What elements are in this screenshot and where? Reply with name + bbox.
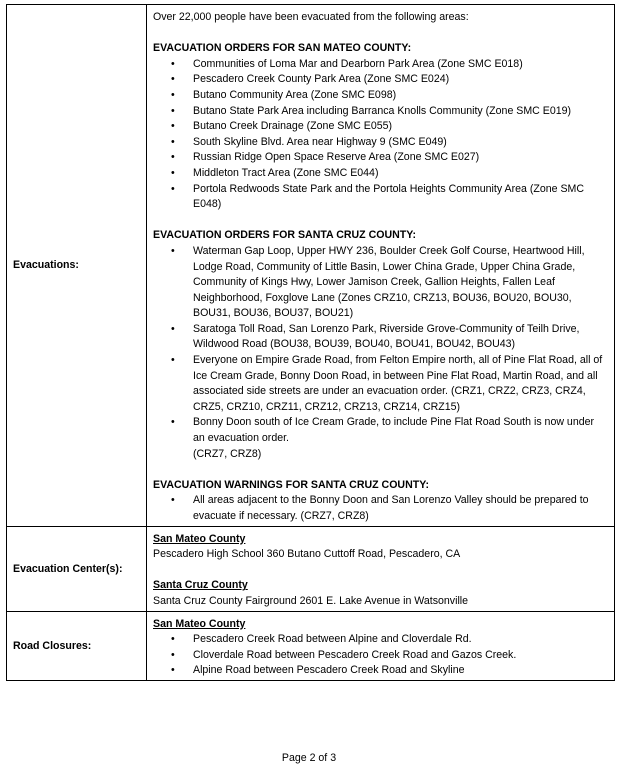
list-item-text: Bonny Doon south of Ice Cream Grade, to include Pine Flat Road South is now under an evacuation order. <box>193 416 595 445</box>
evacuation-centers-content <box>147 526 615 611</box>
evacuations-content <box>147 5 615 527</box>
santa-cruz-center-heading: Santa Cruz County <box>153 579 248 592</box>
list-item: • Saratoga Toll Road, San Lorenzo Park, Riverside Grove-Community of Teilh Drive, Wildwood Road (BOU38, BOU39, BOU40, BOU41, BOU42, BOU43) <box>153 322 608 353</box>
list-item-zones: (CRZ7, CRZ8) <box>193 447 262 460</box>
evacuations-label: Evacuations: <box>7 5 147 527</box>
list-item: • Russian Ridge Open Space Reserve Area (Zone SMC E027) <box>153 150 608 166</box>
road-closures-content <box>147 611 615 680</box>
list-item: • Butano State Park Area including Barranca Knolls Community (Zone SMC E019) <box>153 104 608 120</box>
road-closures-heading: San Mateo County <box>153 617 246 630</box>
list-item: • Everyone on Empire Grade Road, from Felton Empire north, all of Pine Flat Road, all of Ice Cream Grade, Bonny Doon Road, in between Pine Flat Road, Martin Road, and all associated side streets are under an evacuation order. (CRZ1, CRZ2, CRZ3, CRZ4, CRZ5, CRZ10, CRZ11, CRZ12, CRZ13, CRZ14, CRZ15) <box>153 353 608 415</box>
list-item: • Alpine Road between Pescadero Creek Road and Skyline <box>153 663 608 679</box>
list-item: • Cloverdale Road between Pescadero Creek Road and Gazos Creek. <box>153 648 608 664</box>
san-mateo-orders-list <box>153 57 608 213</box>
santa-cruz-warnings-heading: EVACUATION WARNINGS FOR SANTA CRUZ COUNTY: <box>153 478 430 491</box>
list-item: • Portola Redwoods State Park and the Portola Heights Community Area (Zone SMC E048) <box>153 182 608 213</box>
evacuations-row <box>7 5 615 527</box>
road-closures-row <box>7 611 615 680</box>
list-item <box>153 415 608 462</box>
list-item: • Communities of Loma Mar and Dearborn Park Area (Zone SMC E018) <box>153 57 608 73</box>
santa-cruz-center-text: Santa Cruz County Fairground 2601 E. Lake Avenue in Watsonville <box>153 594 469 607</box>
list-item: • Pescadero Creek County Park Area (Zone SMC E024) <box>153 72 608 88</box>
list-item: • Pescadero Creek Road between Alpine and Cloverdale Rd. <box>153 632 608 648</box>
san-mateo-center-text: Pescadero High School 360 Butano Cuttoff Road, Pescadero, CA <box>153 548 461 561</box>
list-item: • All areas adjacent to the Bonny Doon and San Lorenzo Valley should be prepared to evacuate if necessary. (CRZ7, CRZ8) <box>153 493 608 524</box>
san-mateo-center-heading: San Mateo County <box>153 532 246 545</box>
list-item: • South Skyline Blvd. Area near Highway 9 (SMC E049) <box>153 135 608 151</box>
page-number: Page 2 of 3 <box>281 752 337 764</box>
santa-cruz-orders-heading: EVACUATION ORDERS FOR SANTA CRUZ COUNTY: <box>153 229 417 242</box>
santa-cruz-orders-list <box>153 244 608 462</box>
evacuation-centers-label: Evacuation Center(s): <box>7 526 147 611</box>
evacuations-intro: Over 22,000 people have been evacuated from the following areas: <box>153 11 469 23</box>
evacuation-centers-row <box>7 526 615 611</box>
list-item: • Waterman Gap Loop, Upper HWY 236, Boulder Creek Golf Course, Heartwood Hill, Lodge Road, Community of Little Basin, Lower China Grade, Upper China Grade, Community of Kings Hwy, Lower Jamison Creek, Gallion Heights, Fallen Leaf Neighborhood, Foxglove Lane (Zones CRZ10, CRZ13, BOU36, BOU20, BOU30, BOU31, BOU36, BOU37, BOU21) <box>153 244 608 322</box>
evacuation-info-table <box>6 4 615 681</box>
santa-cruz-warnings-list <box>153 493 608 524</box>
list-item: • Butano Community Area (Zone SMC E098) <box>153 88 608 104</box>
list-item: • Middleton Tract Area (Zone SMC E044) <box>153 166 608 182</box>
road-closures-list <box>153 632 608 679</box>
san-mateo-orders-heading: EVACUATION ORDERS FOR SAN MATEO COUNTY: <box>153 42 412 55</box>
list-item: • Butano Creek Drainage (Zone SMC E055) <box>153 119 608 135</box>
road-closures-label: Road Closures: <box>7 611 147 680</box>
